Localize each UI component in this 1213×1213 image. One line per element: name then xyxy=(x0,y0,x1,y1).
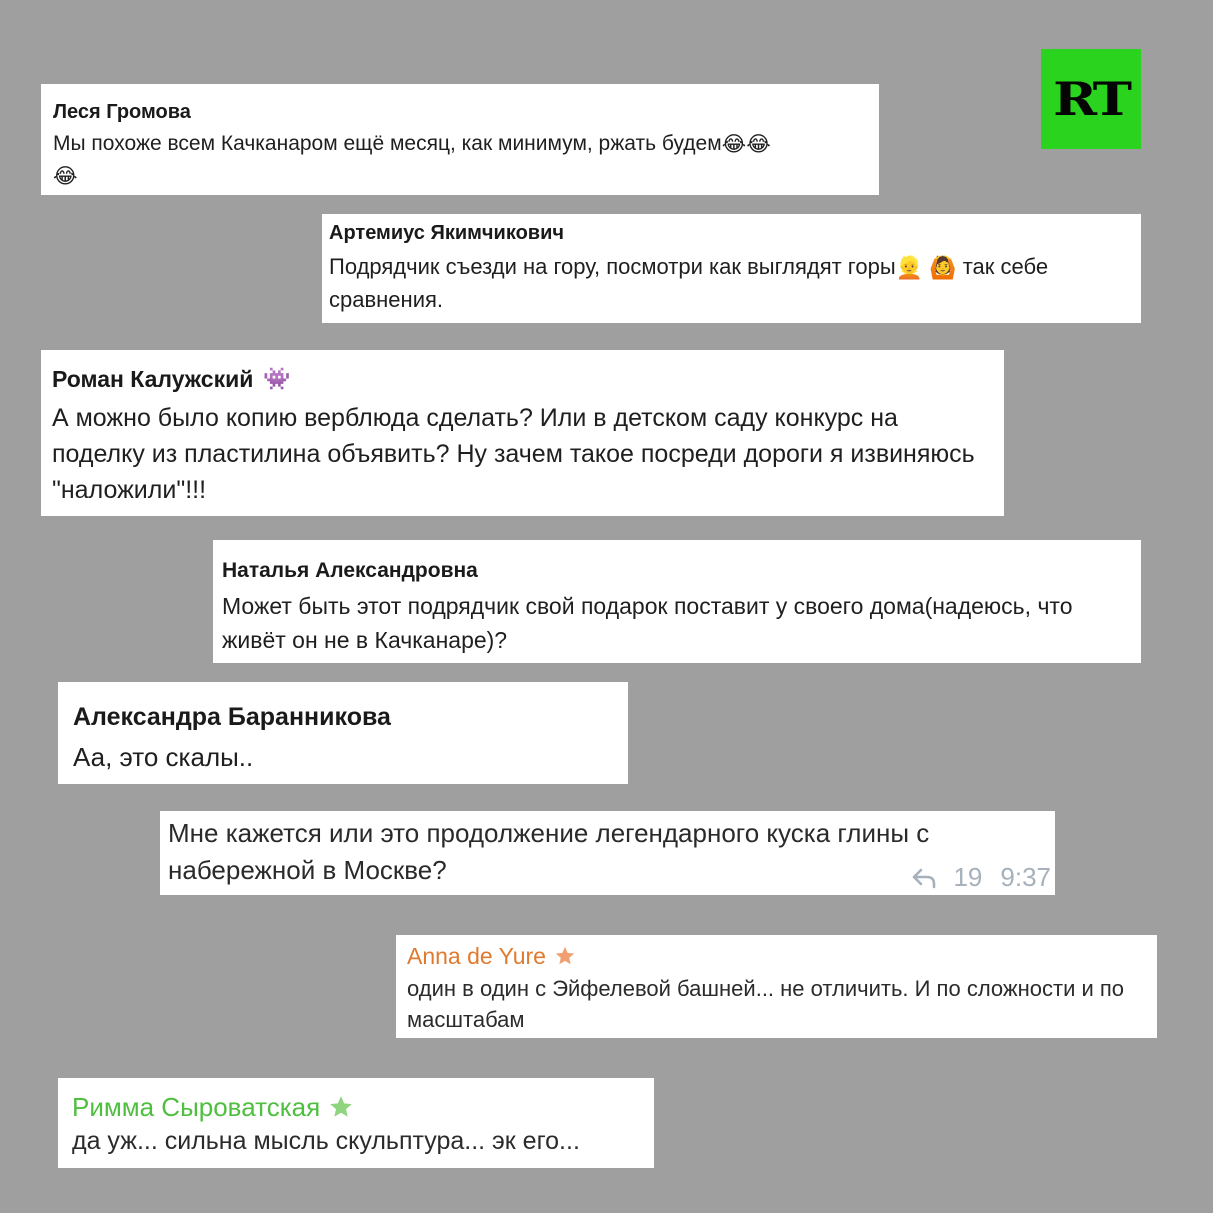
comment-author[interactable]: Александра Баранникова xyxy=(73,702,391,731)
comment-text xyxy=(53,128,867,192)
comment-author-row xyxy=(72,1090,640,1124)
comment-text: Аа, это скалы.. xyxy=(73,742,254,772)
comment-bubble xyxy=(41,84,879,195)
comment-meta xyxy=(911,862,1051,893)
star-icon xyxy=(328,1094,354,1120)
star-icon xyxy=(554,945,576,967)
comment-text: Может быть этот подрядчик свой подарок поставит у своего дома(надеюсь, что живёт он не в Качканаре)? xyxy=(222,593,1073,653)
comment-author-row xyxy=(407,939,1146,973)
comment-bubble xyxy=(58,1078,654,1168)
logo-text: RT xyxy=(1053,72,1129,126)
comment-text xyxy=(329,251,1134,316)
comment-author[interactable]: Леся Громова xyxy=(53,100,191,123)
comment-text-body: Подрядчик съезди на гору, посмотри как выглядят горы xyxy=(329,254,896,279)
comment-time: 9:37 xyxy=(1000,862,1051,892)
comment-bubble xyxy=(160,811,1055,895)
comment-author[interactable]: Наталья Александровна xyxy=(222,559,478,582)
blond-person-emoji: 👱 xyxy=(895,255,924,281)
comment-text: Мне кажется или это продолжение легендарного куска глины с набережной в Москве? xyxy=(168,818,930,885)
comment-bubble xyxy=(396,935,1157,1038)
comment-author-row xyxy=(52,362,993,396)
comment-bubble xyxy=(58,682,628,784)
comment-author[interactable]: Артемиус Якимчикович xyxy=(329,221,564,244)
comment-author[interactable]: Роман Калужский xyxy=(52,365,254,392)
reply-count: 19 xyxy=(953,862,983,892)
rt-logo xyxy=(1041,49,1141,149)
tears-of-joy-emoji: 😂 xyxy=(53,164,78,188)
alien-monster-emoji: 👾 xyxy=(263,366,291,391)
comment-text: да уж... сильна мысль скульптура... эк его... xyxy=(72,1127,580,1155)
comment-bubble xyxy=(41,350,1004,516)
person-gesturing-ok-emoji: 🙆 xyxy=(929,255,957,281)
comment-bubble xyxy=(322,214,1141,323)
tears-of-joy-emoji: 😂 xyxy=(721,132,747,156)
reply-icon[interactable] xyxy=(911,867,937,889)
tears-of-joy-emoji: 😂 xyxy=(746,132,771,156)
comment-author[interactable]: Римма Сыроватская xyxy=(72,1091,321,1122)
comment-text: А можно было копию верблюда сделать? Или в детском саду конкурс на поделку из пластилина объявить? Ну зачем такое посреди дороги я извиняюсь "наложили"!!! xyxy=(52,404,975,504)
comment-text-body: Мы похоже всем Качканаром ещё месяц, как минимум, ржать будем xyxy=(53,132,722,155)
comment-author[interactable]: Anna de Yure xyxy=(407,942,546,969)
comment-text: один в один с Эйфелевой башней... не отличить. И по сложности и по масштабам xyxy=(407,976,1125,1032)
comment-bubble xyxy=(213,540,1141,663)
comment-text-tail: так себе сравнения. xyxy=(329,254,1049,313)
